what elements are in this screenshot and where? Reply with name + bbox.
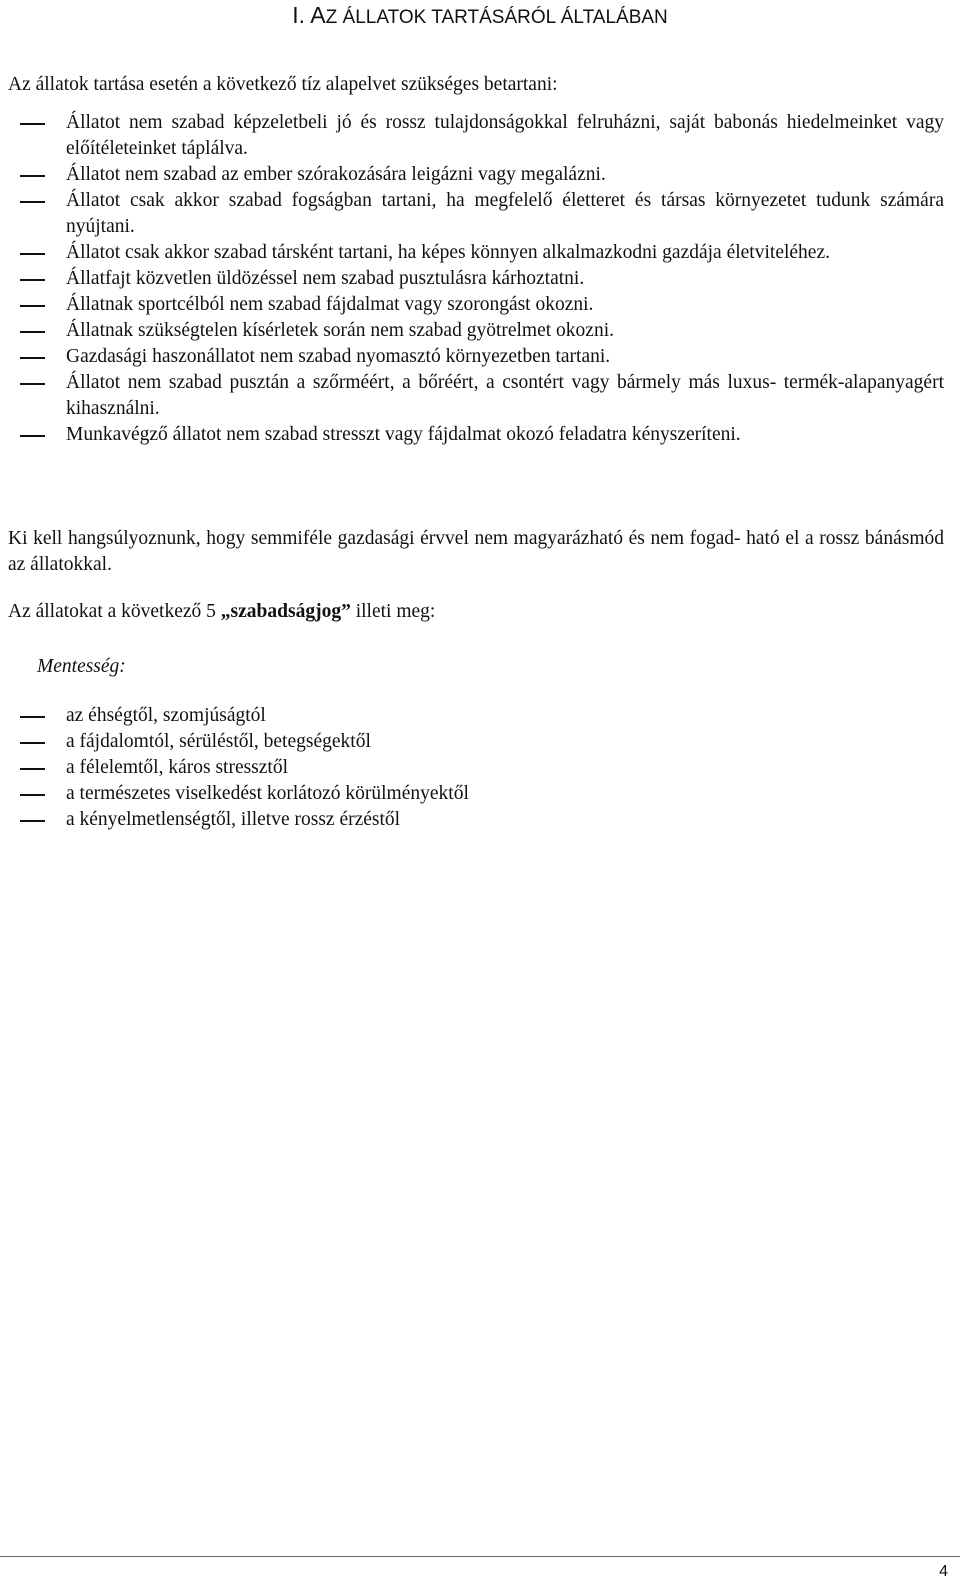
chapter-heading [0,2,960,31]
principle-item: Munkavégző állatot nem szabad stresszt vagy fájdalmat okozó feladatra kényszeríteni. [8,422,944,448]
freedom-item: a természetes viselkedést korlátozó körülményektől [8,781,944,807]
footer-divider [0,1556,960,1557]
page-number: 4 [939,1563,948,1580]
chapter-number: I. [292,2,306,28]
freedom-item: a félelemtől, káros stressztől [8,755,944,781]
exemption-title: Mentesség: [37,656,126,677]
chapter-first-letter: A [310,2,326,28]
freedoms-list [8,703,944,833]
principle-item: Állatnak szükségtelen kísérletek során nem szabad gyötrelmet okozni. [8,318,944,344]
principles-list [8,110,944,448]
principle-item: Állatot csak akkor szabad társként tartani, ha képes könnyen alkalmazkodni gazdája életviteléhez. [8,240,944,266]
freedoms-intro-before: Az állatokat a következő 5 [8,601,221,622]
intro-paragraph: Az állatok tartása esetén a következő tíz alapelvet szükséges betartani: [8,74,558,95]
principle-item: Állatot nem szabad képzeletbeli jó és rossz tulajdonságokkal felruházni, saját babonás hiedelmeinket vagy előítéleteinket táplálva. [8,110,944,162]
emphasis-paragraph: Ki kell hangsúlyoznunk, hogy semmiféle gazdasági érvvel nem magyarázható és nem fogad- ható el a rossz bánásmód az állatokkal. [8,528,944,575]
chapter-title-rest: Z ÁLLATOK TARTÁSÁRÓL ÁLTALÁBAN [325,7,668,28]
principle-item: Állatnak sportcélból nem szabad fájdalmat vagy szorongást okozni. [8,292,944,318]
freedoms-intro [8,599,944,625]
freedom-item: az éhségtől, szomjúságtól [8,703,944,729]
freedom-item: a kényelmetlenségtől, illetve rossz érzéstől [8,807,944,833]
principle-item: Állatot nem szabad az ember szórakozására leigázni vagy megalázni. [8,162,944,188]
principle-item: Gazdasági haszonállatot nem szabad nyomasztó környezetben tartani. [8,344,944,370]
freedoms-intro-after: illeti meg: [350,601,436,622]
principle-item: Állatot nem szabad pusztán a szőrméért, a bőréért, a csontért vagy bármely más luxus- termék-alapanyagért kihasználni. [8,370,944,422]
principle-item: Állatfajt közvetlen üldözéssel nem szabad pusztulásra kárhoztatni. [8,266,944,292]
freedom-item: a fájdalomtól, sérüléstől, betegségektől [8,729,944,755]
principle-item: Állatot csak akkor szabad fogságban tartani, ha megfelelő életteret és társas környezetet tudunk számára nyújtani. [8,188,944,240]
freedoms-intro-bold: „szabadságjog” [220,601,351,622]
